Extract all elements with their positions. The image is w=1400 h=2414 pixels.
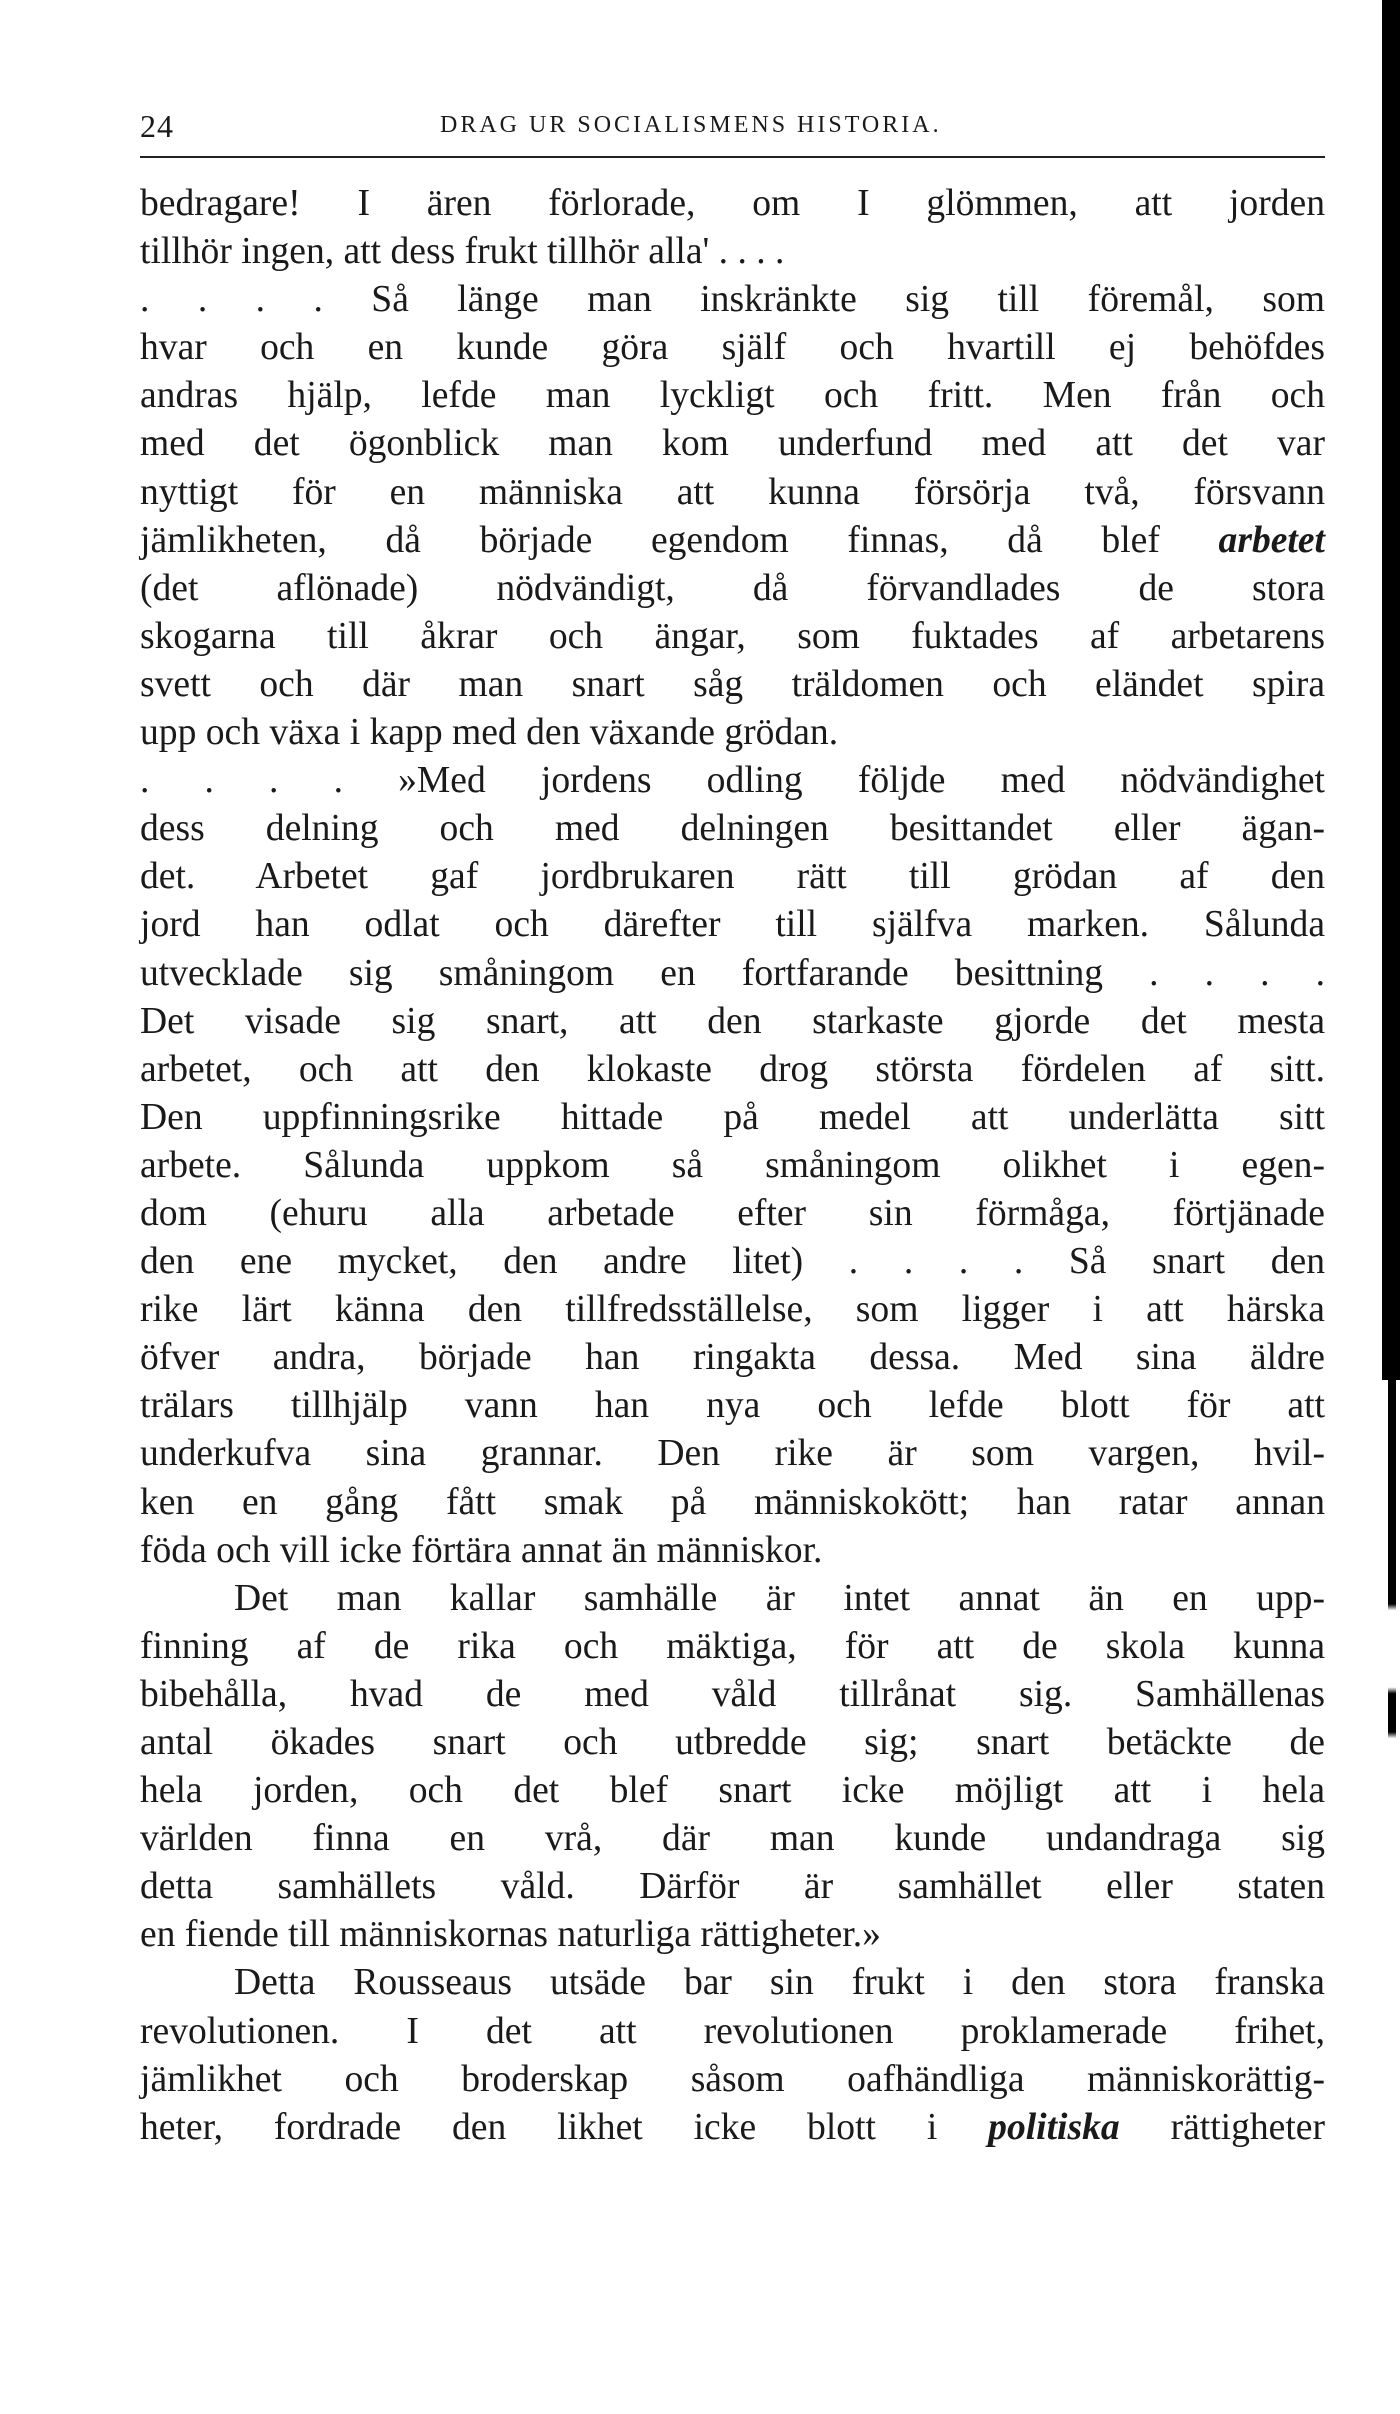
text-line: upp och växa i kapp med den växande grödan. (140, 712, 839, 754)
text-line: bibehålla, hvad de med våld tillrånat sig. Samhällenas (140, 1673, 1325, 1715)
text-line: Det visade sig snart, att den starkaste gjorde det mesta (140, 1000, 1325, 1042)
text-line: ken en gång fått smak på människokött; han ratar annan (140, 1481, 1325, 1523)
text-line: en fiende till människornas naturliga rättigheter.» (140, 1914, 881, 1956)
text-line: bedragare! I ären förlorade, om I glömmen, att jorden (140, 183, 1325, 224)
text-line: andras hjälp, lefde man lyckligt och fritt. Men från och (140, 375, 1325, 417)
text-line: . . . . Så länge man inskränkte sig till föremål, som (140, 279, 1325, 321)
text-line: (det aflönade) nödvändigt, då förvandlades de stora (140, 567, 1325, 609)
body-text (140, 180, 1325, 2152)
page-header (140, 108, 1325, 152)
text-line: hela jorden, och det blef snart icke möjligt att i hela (140, 1770, 1325, 1812)
emphasized-word: arbetet (1218, 519, 1325, 561)
text-line: Det man kallar samhälle är intet annat än en upp- (234, 1577, 1325, 1619)
text-line: Detta Rousseaus utsäde bar sin frukt i den stora franska (234, 1962, 1325, 2004)
text-line: trälars tillhjälp vann han nya och lefde blott för att (140, 1385, 1325, 1427)
text-line: arbetet, och att den klokaste drog största fördelen af sitt. (140, 1048, 1325, 1090)
emphasized-word: politiska (988, 2106, 1120, 2148)
text-line-with-emphasis (140, 517, 1325, 565)
text-line: hvar och en kunde göra själf och hvartill ej behöfdes (140, 327, 1325, 369)
text-line: svett och där man snart såg träldomen och eländet spira (140, 663, 1325, 705)
text-line: dom (ehuru alla arbetade efter sin förmåga, förtjänade (140, 1192, 1325, 1234)
text-line: det. Arbetet gaf jordbrukaren rätt till grödan af den (140, 856, 1325, 898)
text-segment: heter, fordrade den likhet icke blott i (140, 2106, 938, 2148)
text-line: föda och vill icke förtära annat än människor. (140, 1529, 823, 1571)
text-line: Den uppfinningsrike hittade på medel att underlätta sitt (140, 1096, 1325, 1138)
text-line: dess delning och med delningen besittandet eller ägan- (140, 808, 1325, 850)
text-line: arbete. Sålunda uppkom så småningom olikhet i egen- (140, 1144, 1325, 1186)
text-line: . . . . »Med jordens odling följde med nödvändighet (140, 760, 1325, 802)
text-line: världen finna en vrå, där man kunde undandraga sig (140, 1818, 1325, 1860)
text-line: jämlikhet och broderskap såsom oafhändliga människorättig- (140, 2058, 1325, 2100)
text-line: underkufva sina grannar. Den rike är som vargen, hvil- (140, 1433, 1325, 1475)
text-segment: rättigheter (1170, 2106, 1325, 2148)
text-line: med det ögonblick man kom underfund med att det var (140, 423, 1325, 465)
text-line: nyttigt för en människa att kunna försörja två, försvann (140, 471, 1325, 513)
text-line: skogarna till åkrar och ängar, som fuktades af arbetarens (140, 615, 1325, 657)
text-line: detta samhällets våld. Därför är samhället eller staten (140, 1866, 1325, 1908)
text-line: jord han odlat och därefter till själfva marken. Sålunda (140, 904, 1325, 946)
text-line: tillhör ingen, att dess frukt tillhör alla' . . . . (140, 231, 785, 273)
text-line: rike lärt känna den tillfredsställelse, som ligger i att härska (140, 1289, 1325, 1331)
page-edge-shadow (1382, 0, 1400, 1380)
page-number: 24 (140, 108, 174, 144)
text-line: finning af de rika och mäktiga, för att de skola kunna (140, 1625, 1325, 1667)
text-line: den ene mycket, den andre litet) . . . . Så snart den (140, 1241, 1325, 1283)
text-line: revolutionen. I det att revolutionen proklamerade frihet, (140, 2010, 1325, 2052)
running-title: DRAG UR SOCIALISMENS HISTORIA. (440, 112, 942, 138)
text-line: antal ökades snart och utbredde sig; snart betäckte de (140, 1722, 1325, 1763)
text-line: utvecklade sig småningom en fortfarande besittning . . . . (140, 952, 1325, 994)
page-edge-marks (1388, 1380, 1396, 2020)
text-line-with-emphasis (140, 2104, 1325, 2152)
text-line: öfver andra, började han ringakta dessa. Med sina äldre (140, 1337, 1325, 1379)
header-rule (140, 156, 1325, 158)
text-segment: jämlikheten, då började egendom finnas, då blef (140, 519, 1160, 561)
